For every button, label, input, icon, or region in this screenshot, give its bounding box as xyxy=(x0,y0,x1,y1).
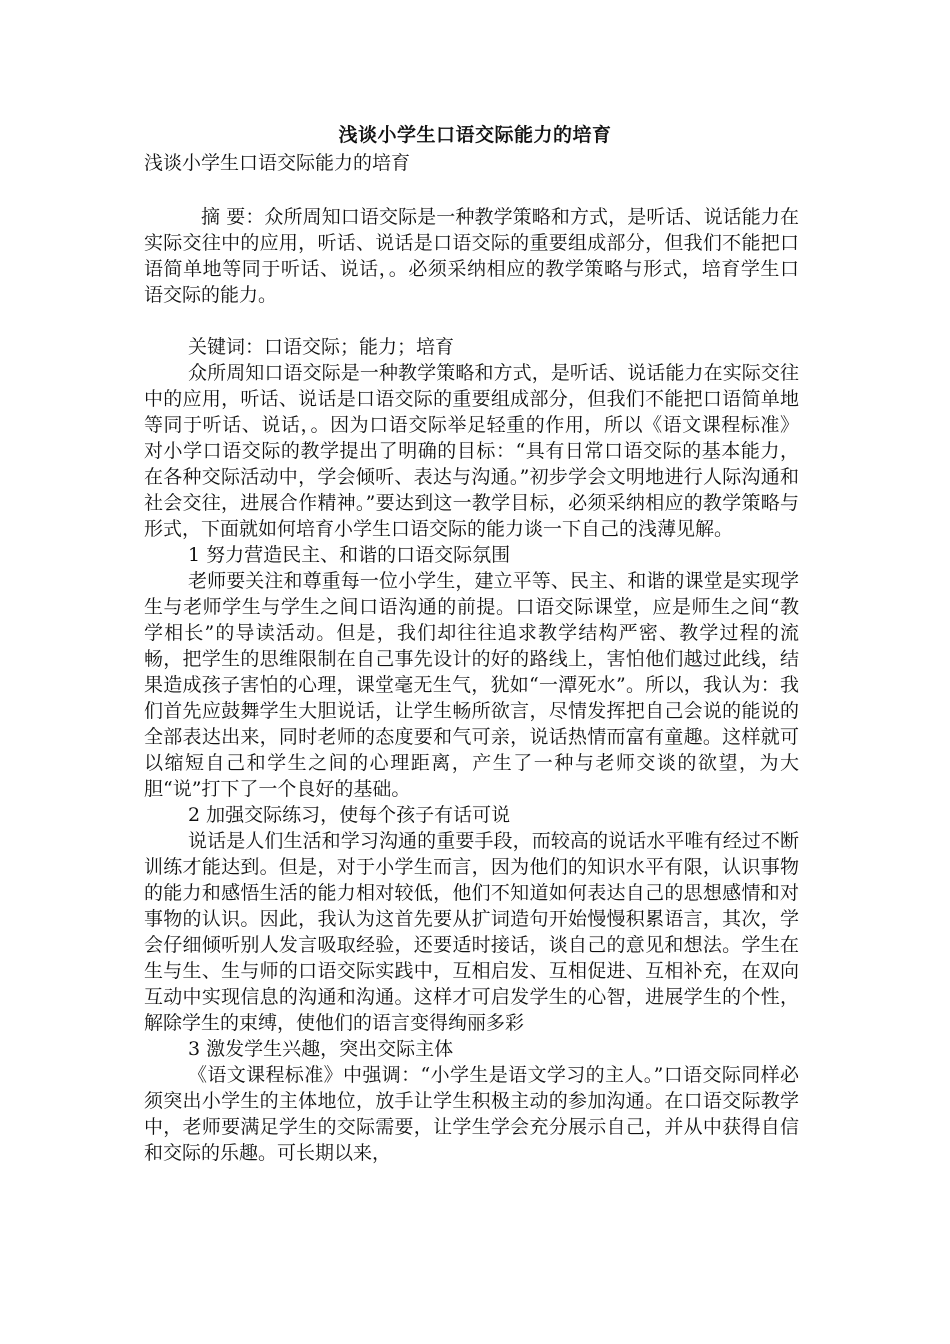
spacer xyxy=(144,308,799,334)
spacer xyxy=(144,176,799,204)
document-body xyxy=(144,150,799,1166)
section-heading-1: 1 努力营造民主、和谐的口语交际氛围 xyxy=(188,544,511,566)
document-title: 浅谈小学生口语交际能力的培育 xyxy=(338,124,612,146)
keywords-line: 关键词：口语交际；能力；培育 xyxy=(188,336,455,358)
abstract-paragraph: 摘 要：众所周知口语交际是一种教学策略和方式，是听话、说话能力在实际交往中的应用，听话、说话是口语交际的重要组成部分，但我们不能把口语简单地等同于听话、说话，。必须采纳相应的教学策略与形式，培育学生口语交际的能力。 xyxy=(144,206,799,306)
section-paragraph-2: 说话是人们生活和学习沟通的重要手段，而较高的说话水平唯有经过不断训练才能达到。但是，对于小学生而言，因为他们的知识水平有限，认识事物的能力和感悟生活的能力相对较低，他们不知道如何表达自己的思想感情和对事物的认识。因此，我认为这首先要从扩词造句开始慢慢积累语言，其次，学会仔细倾听别人发言吸取经验，还要适时接话，谈自己的意见和想法。学生在生与生、生与师的口语交际实践中，互相启发、互相促进、互相补充，在双向互动中实现信息的沟通和沟通。这样才可启发学生的心智，进展学生的个性，解除学生的束缚，使他们的语言变得绚丽多彩 xyxy=(144,830,799,1034)
section-paragraph-3: 《语文课程标准》中强调：“小学生是语文学习的主人。”口语交际同样必须突出小学生的主体地位，放手让学生积极主动的参加沟通。在口语交际教学中，老师要满足学生的交际需要，让学生学会充分展示自己，并从中获得自信和交际的乐趣。可长期以来， xyxy=(144,1064,799,1164)
document-subtitle: 浅谈小学生口语交际能力的培育 xyxy=(144,152,411,174)
section-paragraph-1: 老师要关注和尊重每一位小学生，建立平等、民主、和谐的课堂是实现学生与老师学生与学生之间口语沟通的前提。口语交际课堂，应是师生之间“教学相长”的导读活动。但是，我们却往往追求教学结构严密、教学过程的流畅，把学生的思维限制在自己事先设计的好的路线上，害怕他们越过此线，结果造成孩子害怕的心理，课堂毫无生气，犹如“一潭死水”。所以，我认为：我们首先应鼓舞学生大胆说话，让学生畅所欲言，尽情发挥把自己会说的能说的全部表达出来，同时老师的态度要和气可亲，说话热情而富有童趣。这样就可以缩短自己和学生之间的心理距离，产生了一种与老师交谈的欲望，为大胆“说”打下了一个良好的基础。 xyxy=(144,570,799,800)
section-heading-3: 3 激发学生兴趣，突出交际主体 xyxy=(188,1038,454,1060)
intro-paragraph: 众所周知口语交际是一种教学策略和方式，是听话、说话能力在实际交往中的应用，听话、说话是口语交际的重要组成部分，但我们不能把口语简单地等同于听话、说话，。因为口语交际举足轻重的作用，所以《语文课程标准》对小学口语交际的教学提出了明确的目标：“具有日常口语交际的基本能力，在各种交际活动中，学会倾听、表达与沟通。”初步学会文明地进行人际沟通和社会交往，进展合作精神。”要达到这一教学目标，必须采纳相应的教学策略与形式，下面就如何培育小学生口语交际的能力谈一下自己的浅薄见解。 xyxy=(144,362,799,540)
section-heading-2: 2 加强交际练习，使每个孩子有话可说 xyxy=(188,804,511,826)
